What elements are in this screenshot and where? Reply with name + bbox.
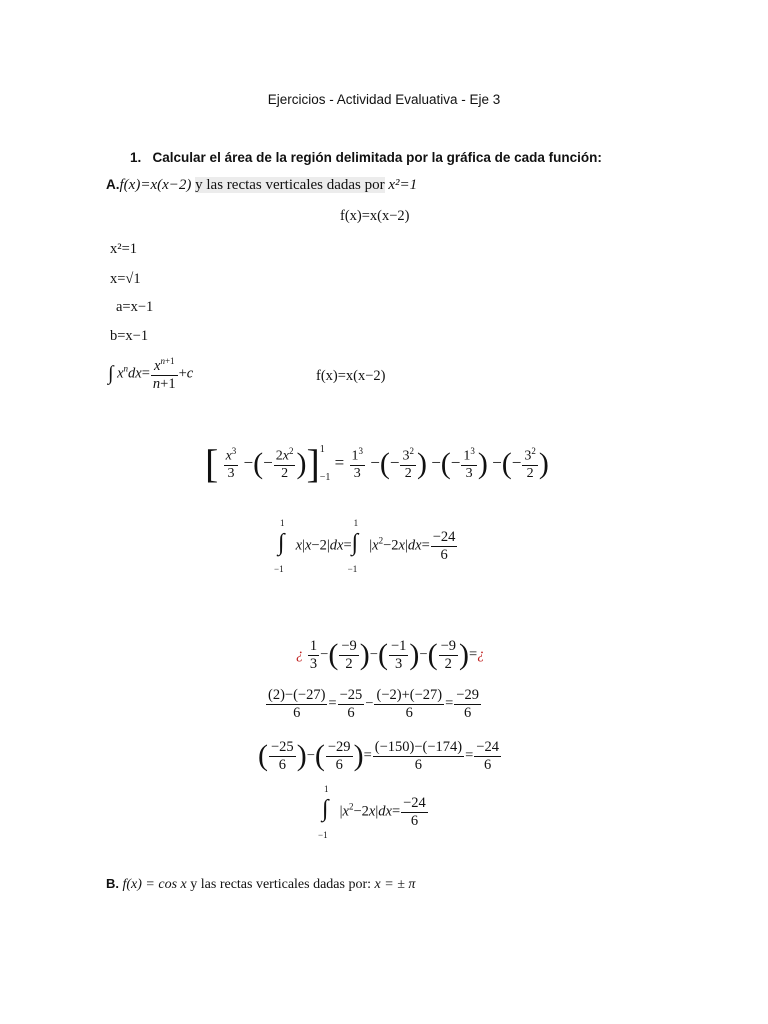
power-rule-formula: ∫ $x^ndx=$ $\frac{x^{n+1}}{n+1}$ +c	[108, 356, 194, 392]
simplification-line-1: $\frac{(2)-(-27)}{6}$ = $\frac{-25}{6}$ − $\frac{(-2)+(-27)}{6}$ = $\frac{-29}{6}$	[268, 687, 479, 721]
section-b-statement	[106, 876, 415, 893]
exercise-1-heading	[130, 150, 602, 165]
exercise-text: Calcular el área de la región delimitada por la gráfica de cada función:	[152, 150, 602, 165]
step-b: b=x−1	[110, 328, 149, 344]
section-b-function: f(x) = cos x	[122, 877, 187, 892]
evaluation-line: ¿ $\frac{1}{3}$ −( $\frac{-9}{2}$ )−( $\frac{-1}{3}$ )−( $\frac{-9}{2}$ )=¿	[296, 638, 485, 672]
section-b-text: y las rectas verticales dadas por:	[190, 877, 372, 892]
integral-equation-1: 1 ∫ −1 x|x−2|dx= 1 ∫ −1 $|x^2-2x|dx=$ $\frac{-24}{6}$	[274, 518, 456, 574]
integral-equation-final: 1 ∫ −1 $|x^2-2x|dx=$ $\frac{-24}{6}$	[318, 784, 426, 840]
section-b-label: B.	[106, 876, 119, 891]
section-a-label: A.	[106, 177, 120, 192]
step-x-sqrt: x=√1	[110, 271, 141, 287]
step-function: f(x)=x(x−2)	[340, 208, 410, 224]
integral-sign: 1 ∫ −1	[274, 518, 285, 574]
exercise-number: 1.	[130, 150, 142, 165]
section-a-function: f(x)=x(x−2)	[119, 177, 192, 193]
step-x-squared: x²=1	[110, 241, 138, 257]
step-function-repeat: f(x)=x(x−2)	[316, 368, 386, 384]
section-a-text: y las rectas verticales dadas por	[195, 177, 385, 193]
evaluation-bracket: [ $\frac{x^3}{3}$ −(− $\frac{2x^2}{2}$ )] 1 −1 = $\frac{1^3}{3}$ −(− $\frac{3^2}{2}$ ) −(− $\frac{1^3}{3}$ ) −(− $\frac{3^2}{2}$ )	[205, 441, 549, 486]
section-a-statement	[106, 177, 417, 194]
section-b-condition: x = ± π	[374, 877, 416, 892]
section-a-condition: x²=1	[388, 177, 418, 193]
page-title: Ejercicios - Actividad Evaluativa - Eje 3	[267, 92, 501, 107]
simplification-line-2: ( $\frac{-25}{6}$ )−( $\frac{-29}{6}$ )= $\frac{(-150)-(-174)}{6}$ = $\frac{-24}{6}$	[258, 739, 499, 773]
step-a: a=x−1	[116, 299, 154, 315]
